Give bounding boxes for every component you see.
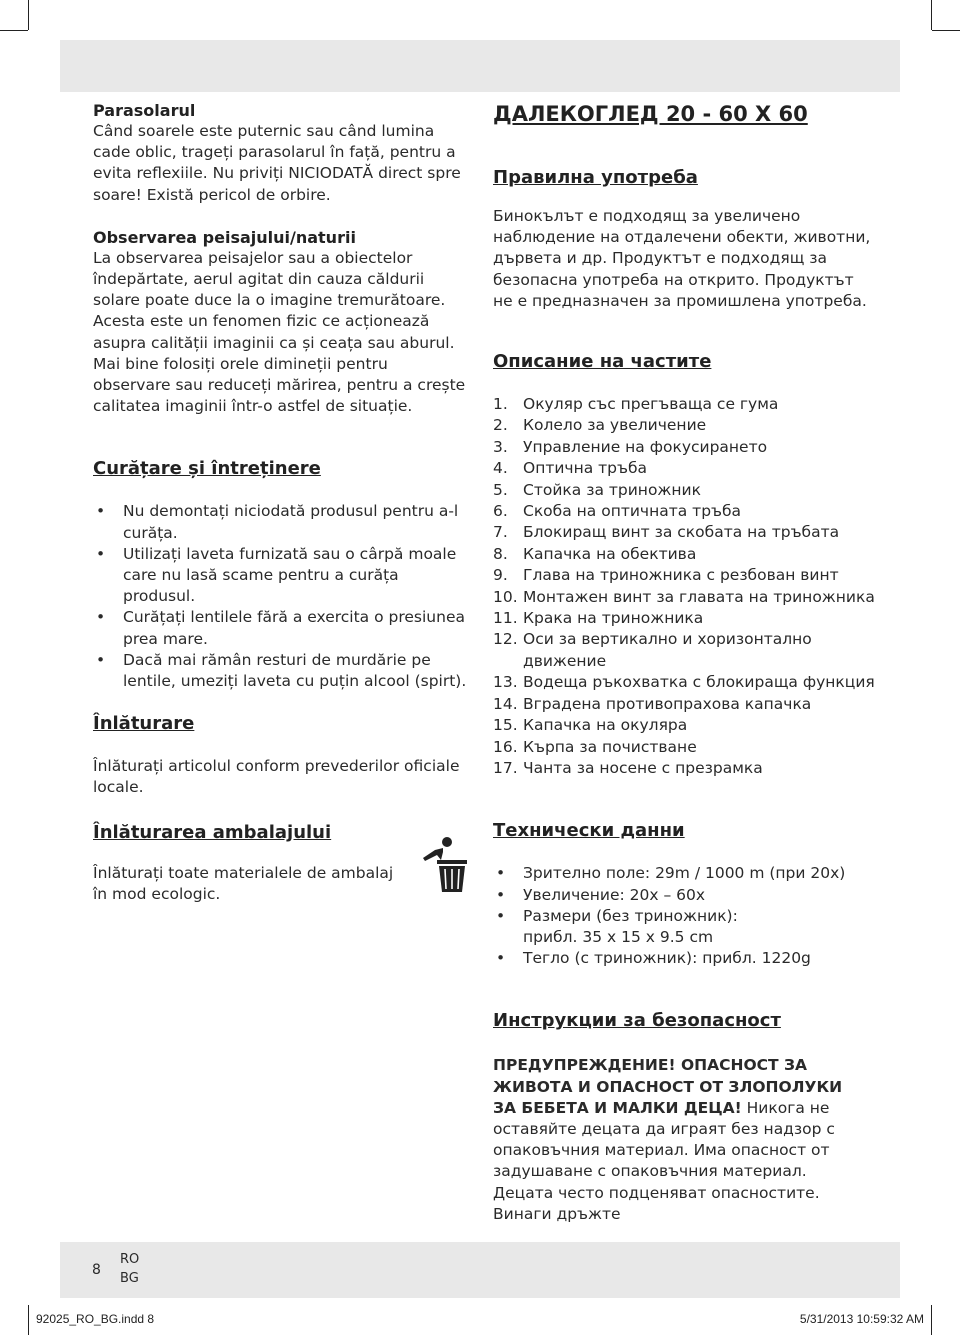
- list-item: 15. Капачка на окуляра: [493, 716, 688, 735]
- footer-band: [60, 1242, 900, 1298]
- list-item: 9. Глава на триножника с резбован винт: [493, 566, 839, 585]
- language-code: BG: [120, 1271, 139, 1286]
- crop-mark: [28, 0, 29, 30]
- list-item: 14. Вградена противопрахова капачка: [493, 694, 812, 713]
- trash-disposal-icon: [415, 836, 471, 894]
- list-item: 10. Монтажен винт за главата на триножника: [493, 587, 875, 606]
- tech-heading: Технически данни: [493, 820, 685, 842]
- list-item: 5. Стойка за триножник: [493, 480, 701, 499]
- cleaning-heading: Curățare și întreținere: [93, 458, 321, 480]
- cleaning-list: [93, 501, 468, 692]
- right-column: [493, 100, 878, 1225]
- safety-text: Никога не оставяйте децата да играят без надзор с опаковъчния материал. Има опасност от задушаване с опаковъчния материал. Децата често подценяват опасностите. Винаги дръжте: [493, 1098, 835, 1223]
- list-item: • Зрително поле: 29m / 1000 m (при 20x): [496, 864, 846, 883]
- safety-warning: ПРЕДУПРЕЖДЕНИЕ! ОПАСНОСТ ЗА ЖИВОТА И ОПАСНОСТ ОТ ЗЛОПОЛУКИ ЗА БЕБЕТА И МАЛКИ ДЕЦА!: [493, 1056, 843, 1117]
- list-item: 13. Водеща ръкохватка с блокираща функция: [493, 673, 875, 692]
- list-item: • Тегло (с триножник): прибл. 1220g: [496, 949, 811, 968]
- list-item: • Nu demontați niciodată produsul pentru a-l curăța.: [96, 502, 459, 542]
- list-item: 1. Окуляр със прегъваща се гума: [493, 395, 779, 414]
- list-item: • Размери (без триножник): прибл. 35 x 15 x 9.5 cm: [496, 906, 738, 946]
- list-item: 11. Крака на триножника: [493, 609, 704, 628]
- tech-list: [493, 863, 878, 969]
- crop-mark: [0, 30, 28, 31]
- file-name: 92025_RO_BG.indd 8: [36, 1312, 155, 1326]
- list-item: 7. Блокиращ винт за скобата на тръбата: [493, 523, 840, 542]
- header-band: [60, 40, 900, 92]
- list-item: • Dacă mai rămân resturi de murdărie pe lentile, umeziți laveta cu puțin alcool (spirt).: [96, 650, 467, 691]
- crop-mark: [931, 0, 932, 30]
- safety-paragraph: [493, 1055, 863, 1225]
- print-date: 5/31/2013 10:59:32 AM: [799, 1312, 924, 1326]
- page-number: 8: [92, 1262, 101, 1278]
- list-item: 6. Скоба на оптичната тръба: [493, 502, 742, 521]
- language-code: RO: [120, 1252, 140, 1267]
- parts-list: [493, 394, 878, 779]
- list-item: 4. Оптична тръба: [493, 459, 648, 478]
- usage-text: Бинокълът е подходящ за увеличено наблюдение на отдалечени обекти, животни, дървета и др. Продуктът е подходящ за безопасна употреба на открито. Продуктът не е предназначен за промишлена употреба.: [493, 207, 871, 310]
- crop-mark: [931, 1305, 932, 1335]
- crop-mark: [28, 1305, 29, 1335]
- packaging-heading: Înlăturarea ambalajului: [93, 821, 332, 843]
- list-item: 12. Оси за вертикално и хоризонтално движение: [493, 630, 812, 670]
- list-item: 2. Колело за увеличение: [493, 416, 707, 435]
- safety-heading: Инструкции за безопасност: [493, 1010, 781, 1032]
- observation-text: La observarea peisajelor sau a obiectelor îndepărtate, aerul agitat din cauza căldurii solare poate duce la o imagine tremurătoare. Acesta este un fenomen fizic ce acționează asupra calității imaginii ca și ceața sau aburul. Mai bine folosiți orele dimineții pentru observare sau reduceți mărirea, pentru a crește calitatea imaginii într-o astfel de situație.: [93, 248, 466, 416]
- disposal-heading: Înlăturare: [93, 713, 195, 735]
- left-column: [93, 100, 468, 905]
- observation-heading: Observarea peisajului/naturii: [93, 227, 356, 247]
- list-item: 16. Кърпа за почистване: [493, 737, 697, 756]
- list-item: • Увеличение: 20x – 60x: [496, 885, 706, 904]
- disposal-text: Înlăturați articolul conform prevederilor oficiale locale.: [93, 757, 460, 797]
- crop-mark: [932, 30, 960, 31]
- list-item: 3. Управление на фокусирането: [493, 437, 768, 456]
- list-item: 8. Капачка на обектива: [493, 544, 697, 563]
- list-item: • Utilizați laveta furnizată sau o cârpă moale care nu lasă scame pentru a curăța produsul.: [96, 544, 457, 606]
- list-item: 17. Чанта за носене с презрамка: [493, 758, 763, 777]
- packaging-text: Înlăturați toate materialele de ambalaj în mod ecologic.: [93, 863, 394, 903]
- usage-heading: Правилна употреба: [493, 167, 698, 188]
- parts-heading: Описание на частите: [493, 351, 712, 373]
- parasol-text: Când soarele este puternic sau când lumina cade oblic, trageți parasolarul în față, pentru a evita reflexiile. Nu priviți NICIODATĂ direct spre soare! Există pericol de orbire.: [93, 122, 461, 204]
- page-title: ДАЛЕКОГЛЕД 20 - 60 X 60: [493, 102, 808, 126]
- language-codes: [120, 1250, 139, 1288]
- list-item: • Curățați lentilele fără a exercita o presiunea prea mare.: [96, 608, 465, 648]
- parasol-heading: Parasolarul: [93, 101, 196, 120]
